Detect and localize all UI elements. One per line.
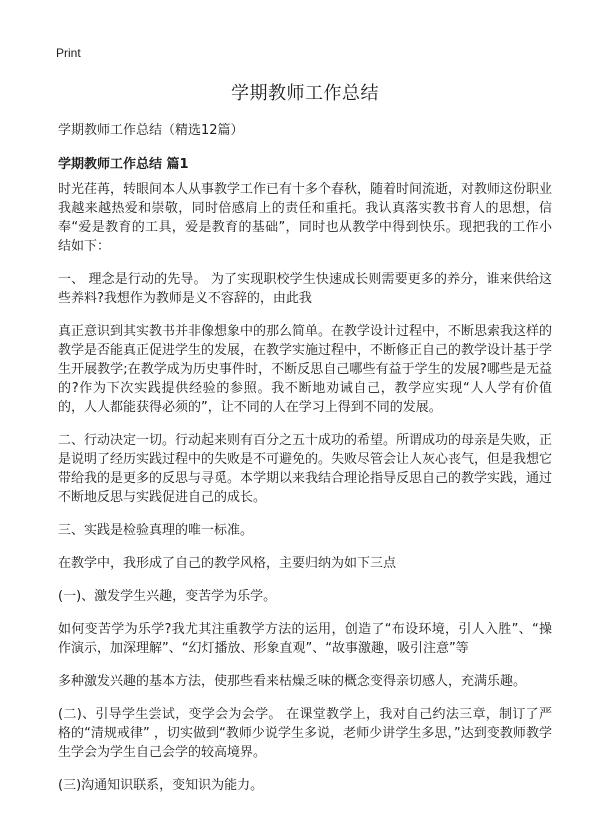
paragraph-intro: 时光荏苒，转眼间本人从事教学工作已有十多个春秋，随着时间流逝，对教师这份职业我越来越热爱和崇敬，同时倍感肩上的责任和重托。我认真落实教书育人的思想，信奉“爱是教育的工具，爱是教育的基础”，同时也从教学中得到快乐。现把我的工作小结如下：	[58, 182, 553, 254]
print-label[interactable]: Print	[56, 46, 81, 60]
document-title: 学期教师工作总结	[231, 83, 379, 104]
paragraph-teaching-style: 在教学中，我形成了自己的教学风格，主要归纳为如下三点	[58, 556, 397, 571]
paragraph-point-one-cont: 真正意识到其实教书并非像想象中的那么简单。在教学设计过程中，不断思索我这样的教学是否能真正促进学生的发展，在教学实施过程中，不断修正自己的教学设计基于学生开展教学;在教学成为历史事件时，不断反思自己哪些有益于学生的发展?哪些是无益的?作为下次实践提供经验的参照。我不断地劝诫自己，教学应实现“人人学有价值的，人人都能获得必须的”，让不同的人在学习上得到不同的发展。	[58, 324, 553, 415]
paragraph-point-two: 二、行动决定一切。行动起来则有百分之五十成功的希望。所谓成功的母亲是失败，正是说明了经历实践过程中的失败是不可避免的。失败尽管会让人灰心丧气，但是我想它带给我的是更多的反思与寻觅。本学期以来我结合理论指导反思自己的教学实践，通过不断地反思与实践促进自己的成长。	[58, 433, 553, 505]
paragraph-sub-one: (一)、激发学生兴趣，变苦学为乐学。	[58, 589, 277, 604]
section-heading: 学期教师工作总结 篇1	[58, 157, 189, 172]
paragraph-point-three: 三、实践是检验真理的唯一标准。	[58, 523, 254, 538]
paragraph-sub-three: (三)沟通知识联系，变知识为能力。	[58, 778, 264, 793]
document-subtitle: 学期教师工作总结（精选12篇）	[58, 123, 244, 138]
paragraph-point-one: 一、 理念是行动的先导。 为了实现职校学生快速成长则需要更多的养分，谁来供给这些养料?我想作为教师是义不容辞的，由此我	[58, 272, 552, 306]
paragraph-methods: 如何变苦学为乐学?我尤其注重教学方法的运用，创造了“布设环境，引人入胜”、“操作演示，加深理解”、“幻灯播放、形象直观”、“故事激趣，吸引注意”等	[58, 622, 552, 656]
paragraph-sub-two: (二)、引导学生尝试，变学会为会学。 在课堂教学上，我对自己约法三章，制订了严格的“清规戒律” ，切实做到“教师少说学生多说，老师少讲学生多思，”达到变教师教学生学会为学生自己会学的较高境界。	[58, 707, 552, 760]
paragraph-methods-cont: 多种激发兴趣的基本方法，使那些看来枯燥乏味的概念变得亲切感人，充满乐趣。	[58, 674, 527, 689]
